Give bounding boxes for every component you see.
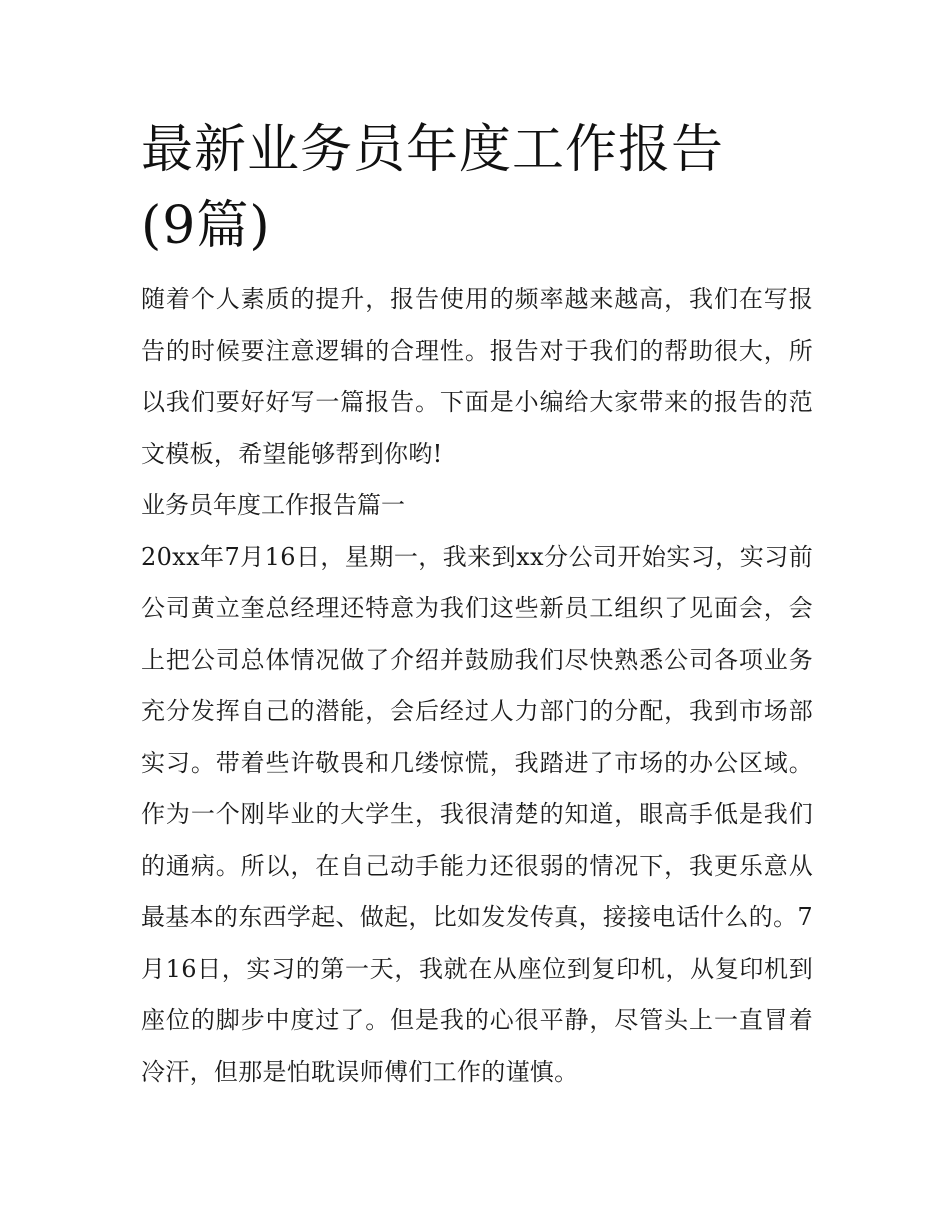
- intro-paragraph: 随着个人素质的提升，报告使用的频率越来越高，我们在写报告的时候要注意逻辑的合理性。报告对于我们的帮助很大，所以我们要好好写一篇报告。下面是小编给大家带来的报告的范文模板，希望能够帮到你哟!: [141, 285, 813, 468]
- document-title: 最新业务员年度工作报告(9篇): [141, 120, 725, 256]
- section-heading: 业务员年度工作报告篇一: [141, 491, 405, 519]
- section-body-paragraph: 20xx年7月16日，星期一，我来到xx分公司开始实习，实习前公司黄立奎总经理还特意为我们这些新员工组织了见面会，会上把公司总体情况做了介绍并鼓励我们尽快熟悉公司各项业务充分发挥自己的潜能，会后经过人力部门的分配，我到市场部实习。带着些许敬畏和几缕惊慌，我踏进了市场的办公区域。作为一个刚毕业的大学生，我很清楚的知道，眼高手低是我们的通病。所以，在自己动手能力还很弱的情况下，我更乐意从最基本的东西学起、做起，比如发发传真，接接电话什么的。7月16日，实习的第一天，我就在从座位到复印机，从复印机到座位的脚步中度过了。但是我的心很平静，尽管头上一直冒着冷汗，但那是怕耽误师傅们工作的谨慎。: [141, 542, 813, 1086]
- document-content: [141, 112, 813, 1098]
